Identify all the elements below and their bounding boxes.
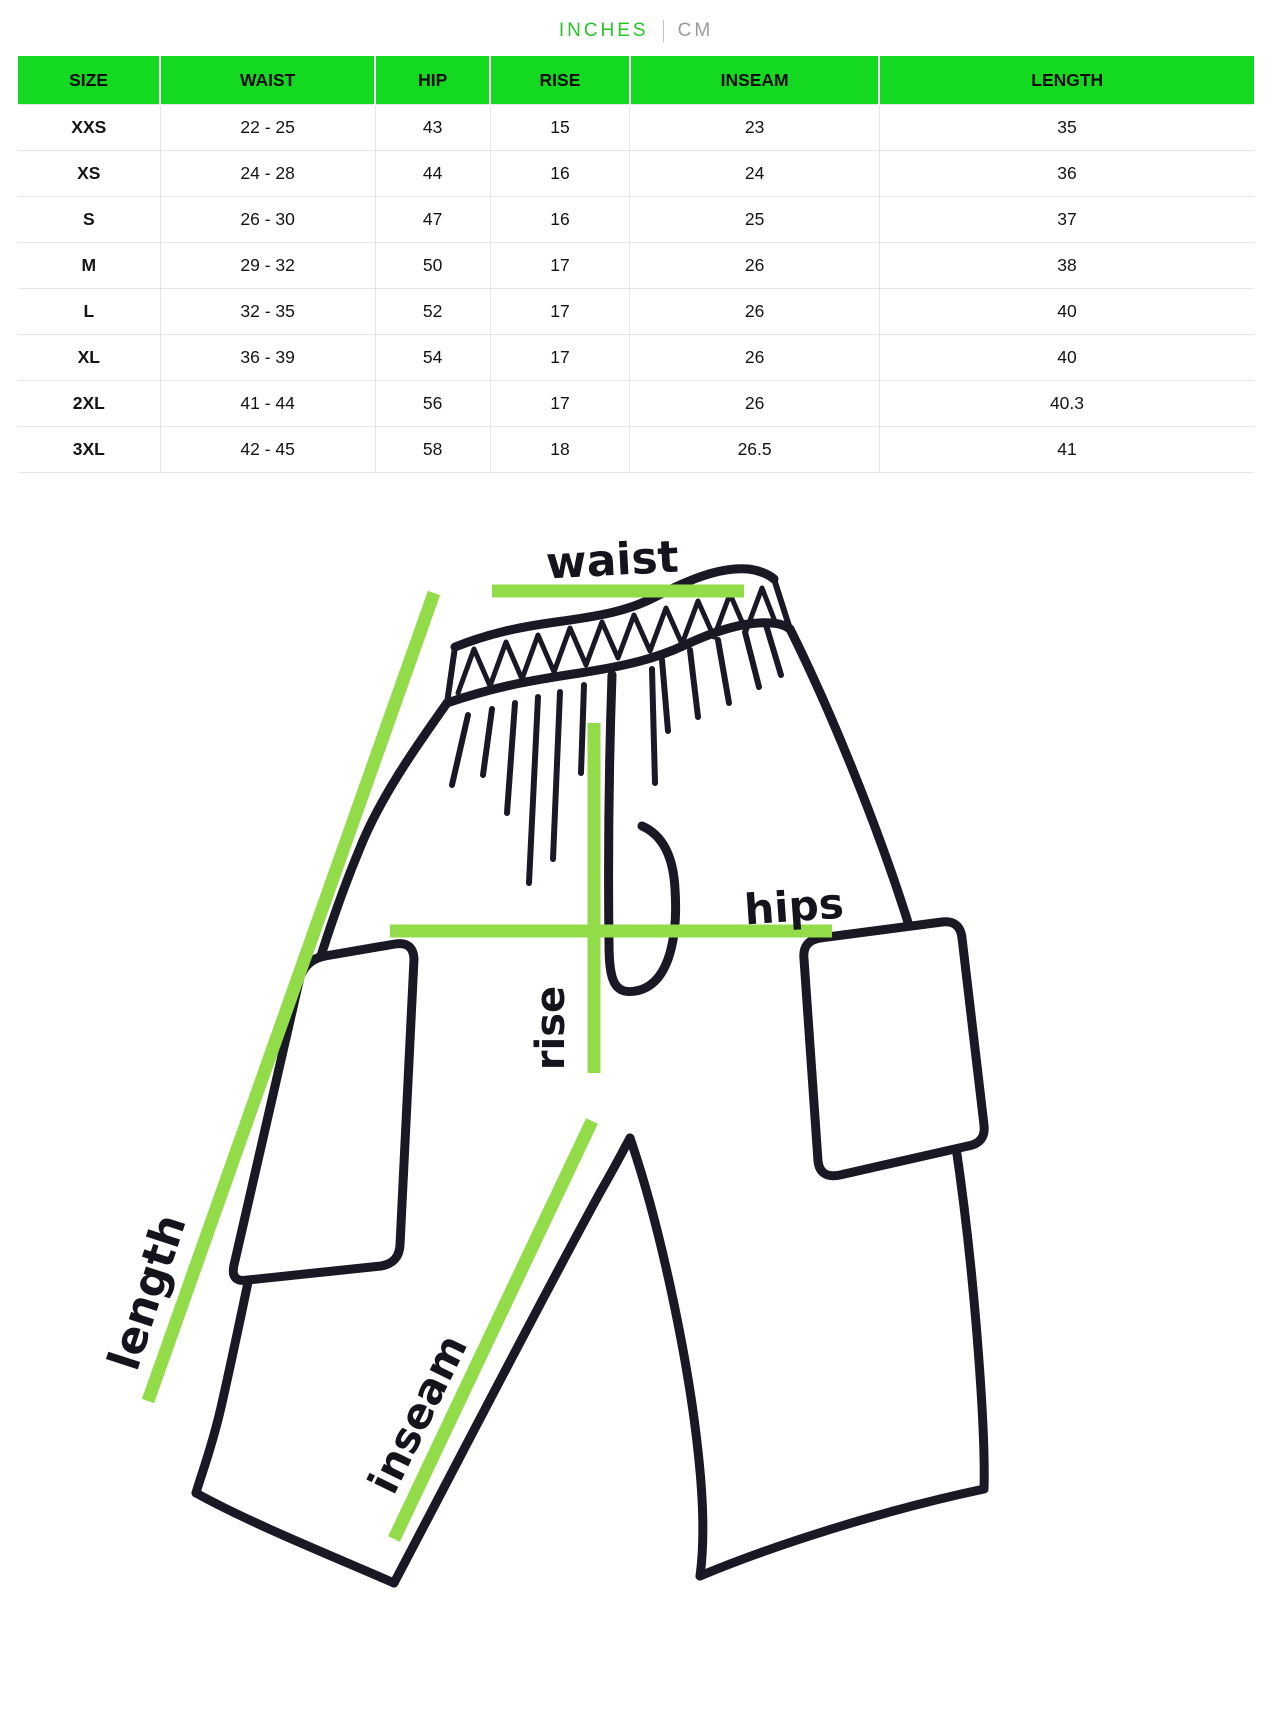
- cell-rise: 15: [490, 105, 630, 151]
- col-header-size: SIZE: [18, 56, 160, 105]
- hips-label: hips: [742, 878, 846, 935]
- cell-inseam: 26: [630, 243, 880, 289]
- cell-size: XL: [18, 335, 160, 381]
- cell-hip: 56: [375, 381, 490, 427]
- cell-length: 36: [879, 151, 1254, 197]
- waistband-elastic-zigzag: [458, 588, 776, 693]
- cell-inseam: 24: [630, 151, 880, 197]
- table-row: [18, 151, 1254, 197]
- cell-size: S: [18, 197, 160, 243]
- header-row: [18, 56, 1254, 105]
- cell-rise: 17: [490, 243, 630, 289]
- table-row: [18, 335, 1254, 381]
- cell-hip: 47: [375, 197, 490, 243]
- pants-measurement-diagram: [0, 473, 1272, 1655]
- cell-waist: 26 - 30: [160, 197, 375, 243]
- cell-rise: 16: [490, 151, 630, 197]
- size-chart-table: [18, 56, 1254, 473]
- cell-hip: 50: [375, 243, 490, 289]
- cell-inseam: 23: [630, 105, 880, 151]
- right-leg-hem: [700, 1489, 984, 1576]
- rise-label: rise: [528, 985, 574, 1071]
- cell-waist: 41 - 44: [160, 381, 375, 427]
- cell-rise: 17: [490, 381, 630, 427]
- pants-drawing: [196, 569, 984, 1583]
- cell-hip: 58: [375, 427, 490, 473]
- cell-size: 3XL: [18, 427, 160, 473]
- cell-rise: 17: [490, 289, 630, 335]
- cell-hip: 44: [375, 151, 490, 197]
- right-cargo-pocket: [804, 922, 984, 1176]
- cell-waist: 29 - 32: [160, 243, 375, 289]
- fly-stitch-line: [652, 669, 655, 783]
- cell-length: 37: [879, 197, 1254, 243]
- cell-waist: 32 - 35: [160, 289, 375, 335]
- cell-waist: 22 - 25: [160, 105, 375, 151]
- right-leg-inner-seam: [630, 1138, 703, 1576]
- col-header-rise: RISE: [490, 56, 630, 105]
- cell-size: XS: [18, 151, 160, 197]
- cell-size: XXS: [18, 105, 160, 151]
- cell-length: 41: [879, 427, 1254, 473]
- cell-inseam: 26: [630, 335, 880, 381]
- table-row: [18, 105, 1254, 151]
- cell-inseam: 25: [630, 197, 880, 243]
- cell-inseam: 26: [630, 381, 880, 427]
- left-leg-hem: [196, 1493, 394, 1583]
- length-label: length: [98, 1208, 197, 1377]
- cell-size: M: [18, 243, 160, 289]
- cell-size: 2XL: [18, 381, 160, 427]
- col-header-waist: WAIST: [160, 56, 375, 105]
- cell-rise: 17: [490, 335, 630, 381]
- cell-hip: 43: [375, 105, 490, 151]
- inseam-label: inseam: [358, 1326, 478, 1501]
- cell-length: 35: [879, 105, 1254, 151]
- cell-hip: 54: [375, 335, 490, 381]
- cell-rise: 18: [490, 427, 630, 473]
- waistband-left-cap: [447, 647, 455, 703]
- unit-toggle-divider: [663, 20, 664, 42]
- unit-inches-button[interactable]: INCHES: [558, 20, 649, 41]
- cell-inseam: 26.5: [630, 427, 880, 473]
- cell-waist: 24 - 28: [160, 151, 375, 197]
- waist-label: waist: [544, 531, 680, 590]
- table-row: [18, 381, 1254, 427]
- inseam-measure-line: [394, 1121, 592, 1539]
- table-row: [18, 289, 1254, 335]
- cell-size: L: [18, 289, 160, 335]
- cell-rise: 16: [490, 197, 630, 243]
- cell-length: 40: [879, 289, 1254, 335]
- table-row: [18, 427, 1254, 473]
- col-header-inseam: INSEAM: [630, 56, 880, 105]
- cell-length: 38: [879, 243, 1254, 289]
- cell-hip: 52: [375, 289, 490, 335]
- cell-waist: 42 - 45: [160, 427, 375, 473]
- cell-length: 40: [879, 335, 1254, 381]
- left-cargo-pocket: [233, 944, 414, 1281]
- col-header-hip: HIP: [375, 56, 490, 105]
- cell-length: 40.3: [879, 381, 1254, 427]
- table-row: [18, 243, 1254, 289]
- unit-toggle: [0, 0, 1272, 42]
- cell-waist: 36 - 39: [160, 335, 375, 381]
- unit-cm-button[interactable]: CM: [677, 20, 714, 41]
- col-header-length: LENGTH: [879, 56, 1254, 105]
- cell-inseam: 26: [630, 289, 880, 335]
- measurement-labels: [99, 532, 846, 1501]
- table-row: [18, 197, 1254, 243]
